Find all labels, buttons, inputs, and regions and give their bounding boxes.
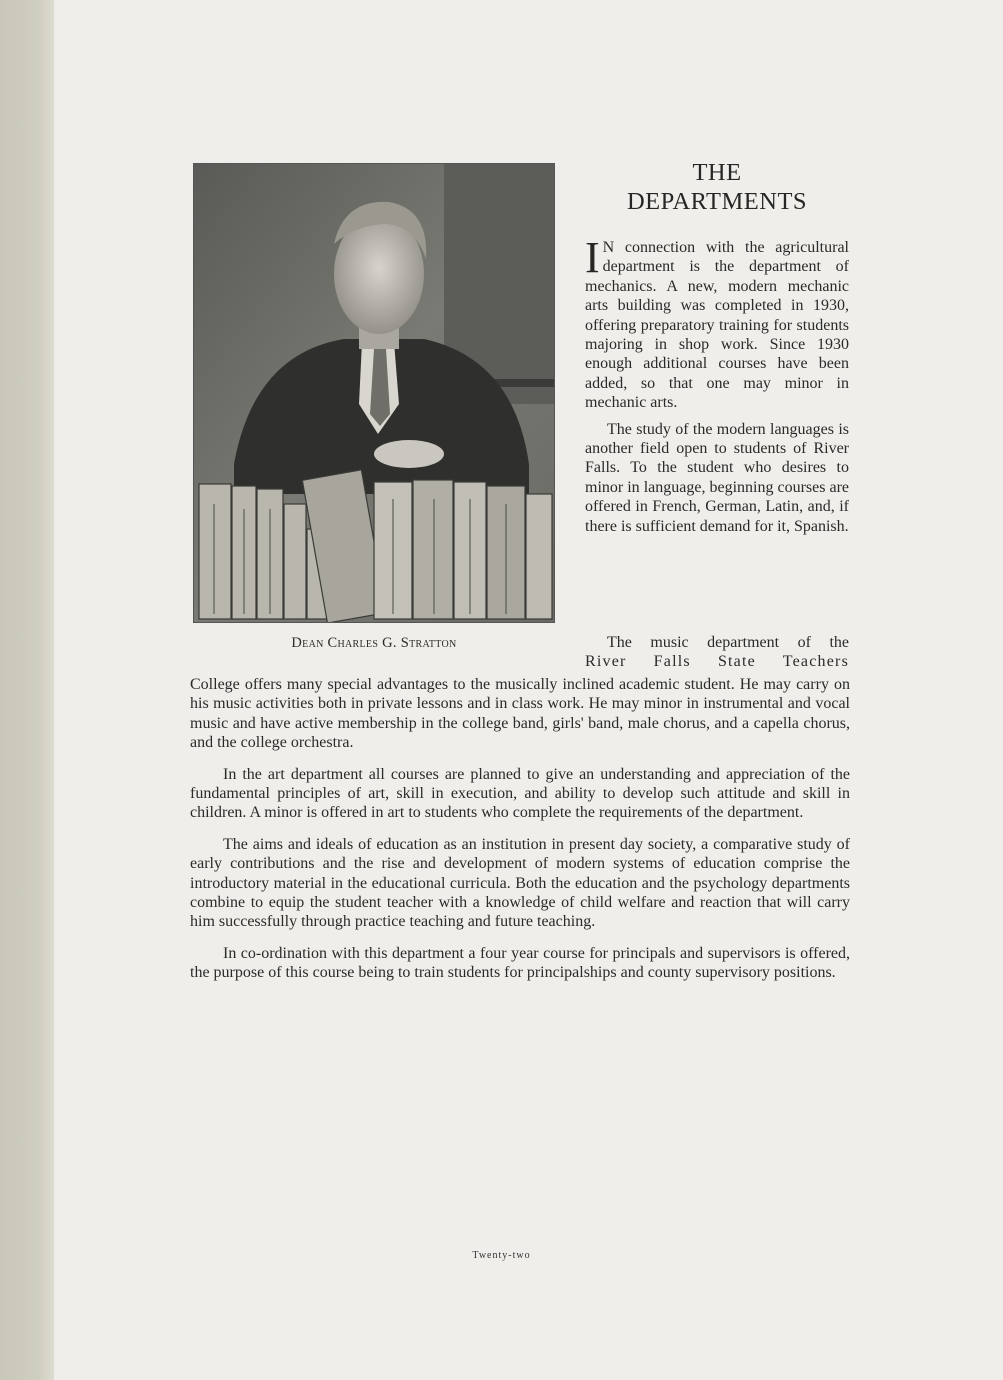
portrait-illustration — [194, 164, 554, 622]
art-paragraph: In the art department all courses are planned to give an understanding and appreciation of the fundamental principles of art, skill in execution, and ability to develop such attitude and skill in children. A minor is offered in art to students who complete the requirements of the department. — [190, 765, 850, 822]
languages-paragraph: The study of the modern languages is another field open to students of River Falls. To the student who desires to minor in language, beginning courses are offered in French, German, Latin, and, if there is sufficient demand for it, Spanish. — [585, 420, 849, 535]
principals-paragraph: In co-ordination with this department a four year course for principals and supervisors is offered, the purpose of this course being to train students for principalships and county supervisory positions. — [190, 944, 850, 982]
photo-caption: Dean Charles G. Stratton — [291, 635, 457, 651]
portrait-photo — [193, 163, 555, 623]
drop-cap: I — [585, 233, 600, 282]
full-width-body — [190, 675, 850, 995]
music-line-2: River Falls State Teachers — [585, 653, 849, 670]
page-number: Twenty-two — [472, 1250, 531, 1261]
music-paragraph: College offers many special advantages to the musically inclined academic student. He may carry on his music activities both in private lessons and in class work. He may minor in instrumental and vocal music and have active membership in the college band, girls' band, male chorus, and a capella chorus, and the college orchestra. — [190, 676, 850, 752]
binding-edge — [0, 0, 54, 1380]
mechanics-paragraph — [585, 233, 849, 413]
page-title — [586, 158, 848, 216]
education-paragraph: The aims and ideals of education as an institution in present day society, a comparative study of early contributions and the rise and development of modern systems of education comprise the introductory material in the educational curricula. Both the education and the psychology departments combine to equip the student teacher with a knowledge of child welfare and reaction that will carry him successfully through practice teaching and future teaching. — [190, 835, 850, 931]
title-line-2: DEPARTMENTS — [626, 188, 808, 215]
mechanics-text: N connection with the agricultural department is the department of mechanics. A new, modern mechanic arts building was completed in 1930, offering preparatory training for students majoring in shop work. Since 1930 enough additional courses have been added, so that one may minor in mechanic arts. — [585, 239, 849, 412]
music-line-1: The music department of the — [607, 634, 849, 651]
right-column — [585, 233, 849, 543]
title-line-1: THE — [692, 159, 742, 186]
